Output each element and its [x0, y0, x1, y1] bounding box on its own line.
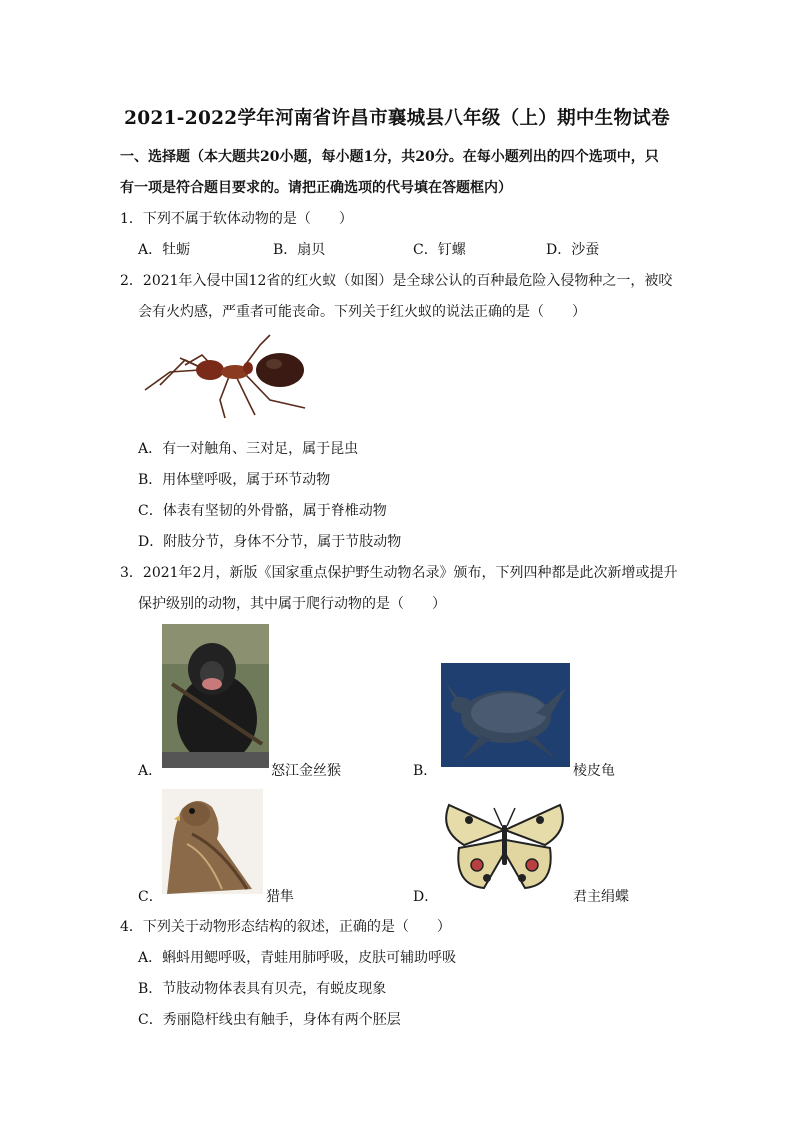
- question-3-stem-line2: 保护级别的动物，其中属于爬行动物的是（ ）: [138, 596, 446, 612]
- q4-option-a: A．蝌蚪用鳃呼吸，青蛙用肺呼吸，皮肤可辅助呼吸: [138, 950, 457, 966]
- q1-option-a: A．牡蛎: [138, 242, 191, 258]
- page-title: 2021-2022学年河南省许昌市襄城县八年级（上）期中生物试卷: [124, 108, 670, 129]
- apollo-butterfly-image: [439, 800, 570, 894]
- q4-option-c: C．秀丽隐杆线虫有触手，身体有两个胚层: [138, 1012, 401, 1028]
- q3-option-a-name: 怒江金丝猴: [271, 763, 341, 779]
- q2-option-a: A．有一对触角、三对足，属于昆虫: [138, 441, 359, 457]
- question-4-stem: 4．下列关于动物形态结构的叙述，正确的是（ ）: [120, 919, 451, 935]
- section-heading-line1: 一、选择题（本大题共20小题，每小题1分，共20分。在每小题列出的四个选项中，只: [120, 149, 659, 165]
- question-1-stem: 1．下列不属于软体动物的是（ ）: [120, 211, 353, 227]
- fire-ant-image: [140, 330, 315, 420]
- q3-option-a-letter: A．: [138, 763, 163, 779]
- leatherback-turtle-image: [441, 663, 570, 767]
- q1-option-c: C．钉螺: [413, 242, 466, 258]
- q3-option-b-letter: B．: [413, 763, 438, 779]
- q3-option-c-name: 猎隼: [266, 889, 294, 905]
- snub-nosed-monkey-image: [162, 624, 269, 768]
- saker-falcon-image: [162, 789, 263, 894]
- q2-option-c: C．体表有坚韧的外骨骼，属于脊椎动物: [138, 503, 387, 519]
- q4-option-b: B．节肢动物体表具有贝壳，有蜕皮现象: [138, 981, 387, 997]
- q1-option-b: B．扇贝: [273, 242, 326, 258]
- q1-option-d: D．沙蚕: [546, 242, 600, 258]
- question-2-stem-line2: 会有火灼感，严重者可能丧命。下列关于红火蚁的说法正确的是（ ）: [138, 304, 586, 320]
- q3-option-c-letter: C．: [138, 889, 163, 905]
- q2-option-d: D．附肢分节，身体不分节，属于节肢动物: [138, 534, 402, 550]
- q3-option-b-name: 棱皮龟: [573, 763, 615, 779]
- q2-option-b: B．用体壁呼吸，属于环节动物: [138, 472, 331, 488]
- section-heading-line2: 有一项是符合题目要求的。请把正确选项的代号填在答题框内）: [120, 180, 512, 196]
- q3-option-d-letter: D．: [413, 889, 439, 905]
- q3-option-d-name: 君主绢蝶: [573, 889, 629, 905]
- question-3-stem-line1: 3．2021年2月，新版《国家重点保护野生动物名录》颁布，下列四种都是此次新增或提升: [120, 565, 678, 581]
- question-2-stem-line1: 2．2021年入侵中国12省的红火蚁（如图）是全球公认的百种最危险入侵物种之一，被咬: [120, 273, 673, 289]
